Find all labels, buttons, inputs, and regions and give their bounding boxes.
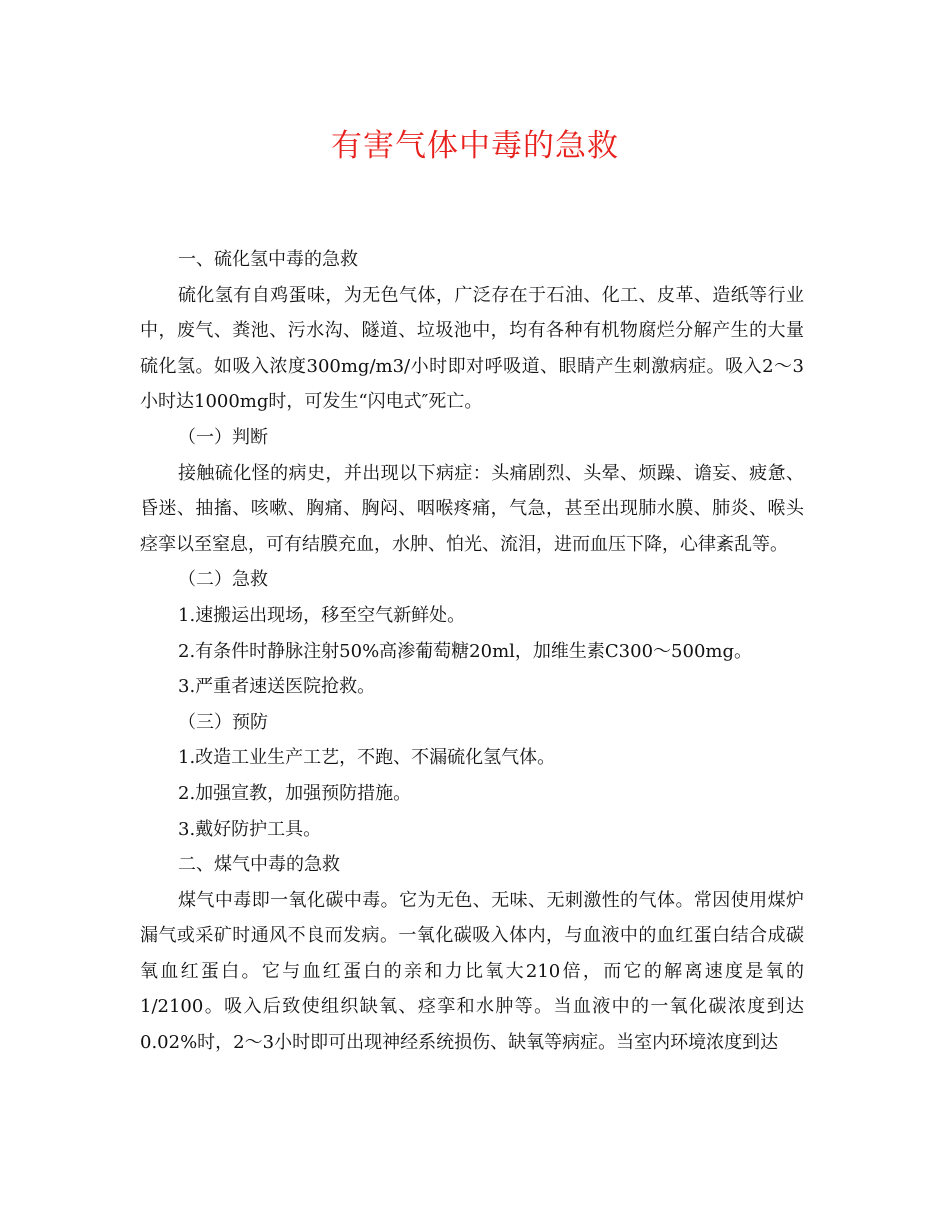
paragraph: 接触硫化怪的病史，并出现以下病症：头痛剧烈、头晕、烦躁、谵妄、疲惫、昏迷、抽搐、咳嗽、胸痛、胸闷、咽喉疼痛，气急，甚至出现肺水膜、肺炎、喉头痉挛以至窒息，可有结膜充血，水肿、怕光、流泪，进而血压下降，心律紊乱等。 [140, 462, 804, 555]
list-item: 1.改造工业生产工艺，不跑、不漏硫化氢气体。 [178, 747, 556, 769]
document-body [140, 242, 804, 1061]
list-item: 2.加强宣教，加强预防措施。 [178, 782, 412, 804]
subsection-heading: （一）判断 [178, 426, 268, 448]
paragraph: 硫化氢有自鸡蛋味，为无色气体，广泛存在于石油、化工、皮革、造纸等行业中，废气、粪池、污水沟、隧道、垃圾池中，均有各种有机物腐烂分解产生的大量硫化氢。如吸入浓度300mg/m3/小时即对呼吸道、眼睛产生刺激病症。吸入2～3小时达1000mg时，可发生“闪电式″死亡。 [140, 284, 804, 413]
list-item: 3.戴好防护工具。 [178, 818, 322, 840]
document-title: 有害气体中毒的急救 [331, 128, 619, 164]
section-heading: 一、硫化氢中毒的急救 [178, 249, 358, 270]
subsection-heading: （三）预防 [178, 711, 268, 733]
list-item: 1.速搬运出现场，移至空气新鲜处。 [178, 604, 466, 626]
subsection-heading: （二）急救 [178, 569, 268, 591]
section-heading: 二、煤气中毒的急救 [178, 854, 340, 876]
list-item: 2.有条件时静脉注射50%高渗葡萄糖20ml，加维生素C300～500mg。 [178, 640, 752, 662]
list-item: 3.严重者速送医院抢救。 [178, 676, 376, 698]
paragraph: 煤气中毒即一氧化碳中毒。它为无色、无味、无刺激性的气体。常因使用煤炉漏气或采矿时通风不良而发病。一氧化碳吸入体内，与血液中的血红蛋白结合成碳氧血红蛋白。它与血红蛋白的亲和力比氧大210倍，而它的解离速度是氧的1/2100。吸入后致使组织缺氧、痉挛和水肿等。当血液中的一氧化碳浓度到达0.02%时，2～3小时即可出现神经系统损伤、缺氧等病症。当室内环境浓度到达 [140, 889, 804, 1054]
